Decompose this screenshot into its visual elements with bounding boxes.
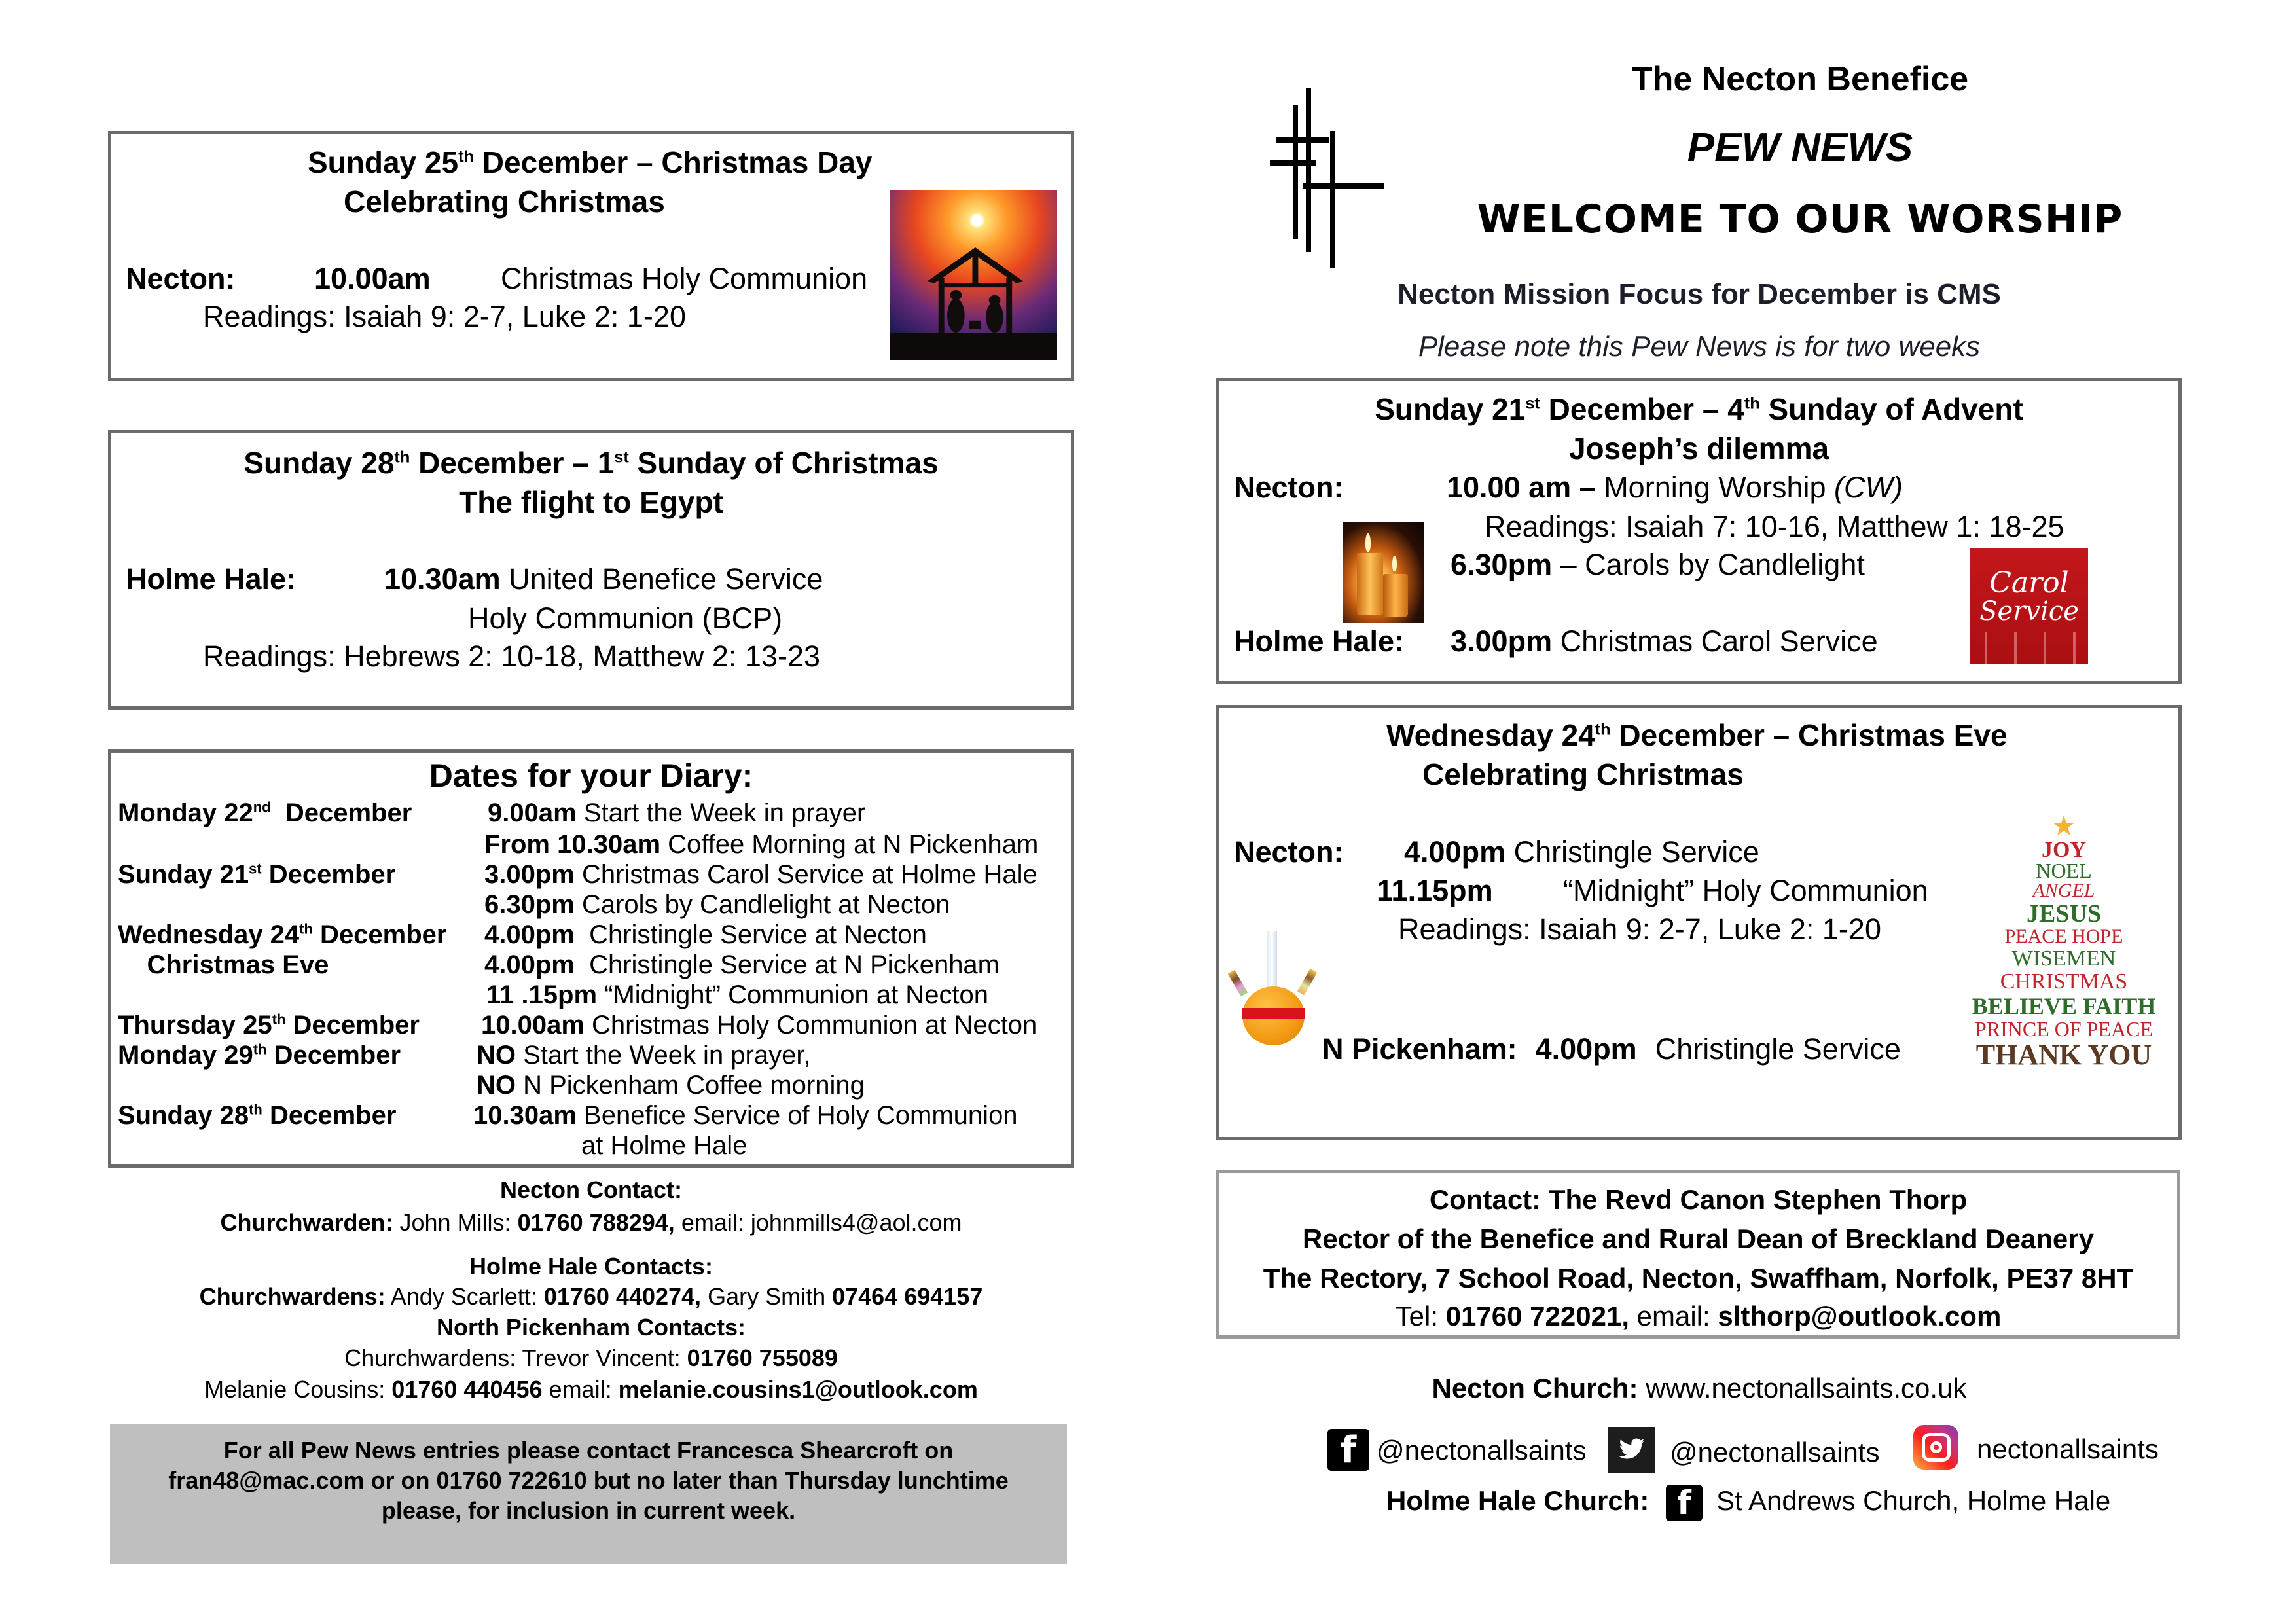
- diary-text: Coffee Morning at N Pickenham: [660, 830, 1039, 859]
- rector-line-4: Tel: 01760 722021, email: slthorp@outlook.com: [1395, 1301, 2002, 1331]
- diary-time: 4.00pm: [484, 950, 575, 979]
- diary-row: [111, 950, 1071, 981]
- diary-text: N Pickenham Coffee morning: [516, 1071, 865, 1100]
- north-pickenham-heading: North Pickenham Contacts:: [436, 1314, 746, 1341]
- holme-hale-contacts-line: Churchwardens: Andy Scarlett: 01760 440274, Gary Smith 07464 694157: [199, 1283, 983, 1310]
- sunday-21-subtitle: Joseph’s dilemma: [1568, 431, 1829, 465]
- necton-label: Necton:: [1234, 471, 1344, 504]
- tree-word: BELIEVE FAITH: [1972, 993, 2156, 1019]
- necton-label: Necton:: [1234, 835, 1344, 869]
- tree-word: PEACE HOPE: [2004, 926, 2123, 947]
- sunday-28-subtitle: The flight to Egypt: [459, 485, 723, 519]
- christmas-day-title: Sunday 25th December – Christmas Day: [308, 145, 873, 179]
- diary-date: Sunday 21st December: [118, 860, 396, 889]
- evening-service: 6.30pm – Carols by Candlelight: [1451, 548, 1865, 581]
- tree-word: CHRISTMAS: [2000, 969, 2128, 994]
- diary-event: [484, 890, 950, 920]
- north-pickenham-line-2: Melanie Cousins: 01760 440456 email: melanie.cousins1@outlook.com: [204, 1376, 978, 1403]
- sunday-21-title: Sunday 21st December – 4th Sunday of Advent: [1375, 392, 2023, 426]
- diary-date: Thursday 25th December: [118, 1011, 420, 1039]
- diary-box: [108, 749, 1074, 1168]
- diary-row: [111, 1071, 1071, 1101]
- diary-date: Monday 22nd December: [118, 799, 412, 827]
- pew-news-title: PEW NEWS: [1687, 125, 1913, 170]
- diary-text: Start the Week in prayer,: [516, 1041, 811, 1070]
- diary-time: 10.00am: [481, 1011, 585, 1039]
- diary-row: [111, 860, 1071, 890]
- diary-text: Benefice Service of Holy Communion: [576, 1101, 1018, 1130]
- benefice-name: The Necton Benefice: [1631, 60, 1969, 98]
- diary-time: 3.00pm: [484, 860, 575, 889]
- facebook-icon[interactable]: f: [1327, 1429, 1369, 1471]
- twitter-icon[interactable]: [1608, 1427, 1655, 1473]
- diary-row: [111, 920, 1071, 950]
- welcome-heading: WELCOME TO OUR WORSHIP: [1477, 196, 2123, 242]
- diary-time: 10.30am: [473, 1101, 577, 1130]
- carol-image-line-2: Service: [1979, 596, 2079, 626]
- carol-service-image: [1970, 548, 2088, 664]
- readings: Readings: Isaiah 7: 10-16, Matthew 1: 18-25: [1485, 510, 2064, 543]
- readings: Readings: Isaiah 9: 2-7, Luke 2: 1-20: [203, 300, 686, 333]
- christmas-day-box: [108, 131, 1074, 381]
- service-name: Christmas Holy Communion: [501, 262, 868, 295]
- facebook-handle[interactable]: @nectonallsaints: [1377, 1435, 1587, 1466]
- holme-hale-facebook-page[interactable]: St Andrews Church, Holme Hale: [1716, 1485, 2111, 1516]
- necton-contact-line: Churchwarden: John Mills: 01760 788294, email: johnmills4@aol.com: [220, 1209, 962, 1236]
- diary-row: [111, 981, 1071, 1011]
- diary-row: [111, 1041, 1071, 1071]
- holme-hale-label: Holme Hale:: [126, 562, 297, 596]
- website-link[interactable]: www.nectonallsaints.co.uk: [1638, 1373, 1967, 1403]
- diary-event: [477, 1071, 865, 1100]
- readings: Readings: Isaiah 9: 2-7, Luke 2: 1-20: [1398, 912, 1881, 946]
- entries-notice-box: [110, 1424, 1067, 1564]
- diary-text: Christmas Holy Communion at Necton: [584, 1011, 1037, 1039]
- entries-notice-line-3: please, for inclusion in current week.: [381, 1497, 796, 1524]
- tree-word: JOY: [2042, 838, 2086, 862]
- diary-row: [111, 890, 1071, 920]
- christingle-service: 4.00pm Christingle Service: [1404, 835, 1759, 869]
- christmas-day-subtitle: Celebrating Christmas: [344, 185, 665, 219]
- tree-word: JESUS: [2026, 900, 2102, 928]
- entries-notice-line-2: fran48@mac.com or on 01760 722610 but no later than Thursday lunchtime: [168, 1467, 1009, 1494]
- entries-notice-line-1: For all Pew News entries please contact Francesca Shearcroft on: [223, 1437, 954, 1464]
- service-name: United Benefice Service: [500, 562, 823, 596]
- tree-word: NOEL: [2036, 859, 2092, 882]
- diary-date: Christmas Eve: [118, 950, 329, 979]
- holme-hale-contacts-heading: Holme Hale Contacts:: [469, 1253, 713, 1280]
- sunday-28-box: [108, 430, 1074, 710]
- diary-time: 11 .15pm: [486, 981, 598, 1009]
- diary-text: “Midnight” Communion at Necton: [597, 981, 989, 1009]
- north-pickenham-line-1: Churchwardens: Trevor Vincent: 01760 755089: [344, 1344, 838, 1371]
- diary-event: [484, 920, 927, 950]
- tree-word: THANK YOU: [1975, 1039, 2152, 1071]
- n-pickenham-service: N Pickenham: 4.00pm Christingle Service: [1322, 1032, 1901, 1066]
- necton-label: Necton:: [126, 262, 236, 295]
- diary-row: [111, 1131, 1071, 1161]
- sunday-28-title: Sunday 28th December – 1st Sunday of Christmas: [243, 446, 939, 480]
- service-line-2: Holy Communion (BCP): [468, 602, 783, 635]
- email-link[interactable]: melanie.cousins1@outlook.com: [618, 1376, 978, 1403]
- christingle-image: [1219, 905, 1318, 1045]
- diary-event: [477, 1041, 811, 1070]
- diary-time: 4.00pm: [484, 920, 575, 949]
- diary-text: at Holme Hale: [581, 1131, 748, 1160]
- diary-text: Carols by Candlelight at Necton: [574, 890, 950, 919]
- candles-image: [1343, 522, 1424, 623]
- diary-event: [488, 799, 865, 828]
- tree-word: PRINCE OF PEACE: [1974, 1017, 2154, 1041]
- holme-hale-church-label: Holme Hale Church:: [1386, 1485, 1649, 1516]
- rector-line-1: Contact: The Revd Canon Stephen Thorp: [1429, 1184, 1968, 1215]
- readings: Readings: Hebrews 2: 10-18, Matthew 2: 13-23: [203, 640, 821, 673]
- christmas-eve-subtitle: Celebrating Christmas: [1422, 757, 1744, 791]
- mission-focus: Necton Mission Focus for December is CMS: [1397, 278, 2001, 310]
- service-line: [384, 564, 823, 594]
- diary-event: [581, 1131, 747, 1161]
- diary-time: 9.00am: [488, 799, 577, 827]
- diary-event: [484, 950, 1000, 980]
- twitter-handle[interactable]: @nectonallsaints: [1670, 1437, 1880, 1468]
- christmas-eve-title: Wednesday 24th December – Christmas Eve: [1386, 718, 2008, 752]
- diary-date: Monday 29th December: [118, 1041, 401, 1070]
- rector-line-2: Rector of the Benefice and Rural Dean of Breckland Deanery: [1303, 1223, 2094, 1254]
- instagram-icon[interactable]: [1913, 1425, 1958, 1470]
- diary-title: Dates for your Diary:: [429, 757, 753, 794]
- diary-event: [473, 1101, 1018, 1130]
- diary-row: [111, 830, 1071, 860]
- diary-row: [111, 1011, 1071, 1041]
- facebook-icon[interactable]: f: [1666, 1485, 1703, 1521]
- diary-time: NO: [477, 1071, 516, 1100]
- diary-event: [484, 860, 1037, 890]
- service-time: 10.00am: [314, 262, 431, 295]
- carol-image-line-1: Carol: [1989, 566, 2069, 600]
- holme-hale-service: 3.00pm Christmas Carol Service: [1451, 624, 1878, 658]
- diary-text: Christmas Carol Service at Holme Hale: [574, 860, 1037, 889]
- triple-cross-logo-icon: [1270, 82, 1394, 268]
- diary-time: From 10.30am: [484, 830, 661, 859]
- rector-email-link[interactable]: slthorp@outlook.com: [1718, 1301, 2002, 1331]
- sunday-21-box: [1216, 378, 2182, 684]
- midnight-service: “Midnight” Holy Communion: [1563, 874, 1928, 907]
- christmas-word-tree-image: [1953, 813, 2175, 1088]
- stable-silhouette: [927, 247, 1024, 333]
- diary-event: [486, 981, 988, 1010]
- diary-time: 6.30pm: [484, 890, 575, 919]
- contacts-section: [108, 1175, 1074, 1417]
- tree-word: ANGEL: [2032, 880, 2095, 901]
- diary-date: Sunday 28th December: [118, 1101, 397, 1130]
- midnight-time: 11.15pm: [1377, 874, 1493, 907]
- two-weeks-note: Please note this Pew News is for two weeks: [1418, 331, 1981, 363]
- diary-text: Christingle Service at Necton: [574, 920, 927, 949]
- christmas-eve-box: [1216, 705, 2182, 1140]
- diary-event: [484, 830, 1038, 859]
- morning-service: 10.00 am – Morning Worship (CW): [1447, 471, 1903, 504]
- diary-text: Start the Week in prayer: [576, 799, 866, 827]
- tree-word: WISEMEN: [2011, 947, 2116, 971]
- rector-contact-box: [1216, 1170, 2180, 1339]
- diary-date: Wednesday 24th December: [118, 920, 447, 949]
- service-time: 10.30am: [384, 562, 501, 596]
- diary-time: NO: [477, 1041, 516, 1070]
- instagram-handle[interactable]: nectonallsaints: [1977, 1434, 2159, 1464]
- diary-text: Christingle Service at N Pickenham: [574, 950, 1000, 979]
- necton-church-website: Necton Church: www.nectonallsaints.co.uk: [1432, 1373, 1967, 1403]
- necton-contact-heading: Necton Contact:: [500, 1176, 682, 1203]
- nativity-image: [890, 190, 1057, 360]
- diary-row: [111, 1101, 1071, 1131]
- tree-star-icon: ★: [2051, 813, 2076, 842]
- rector-line-3: The Rectory, 7 School Road, Necton, Swaffham, Norfolk, PE37 8HT: [1263, 1263, 2134, 1293]
- diary-event: [481, 1011, 1037, 1040]
- holme-hale-label: Holme Hale:: [1234, 624, 1405, 658]
- diary-row: [111, 799, 1071, 829]
